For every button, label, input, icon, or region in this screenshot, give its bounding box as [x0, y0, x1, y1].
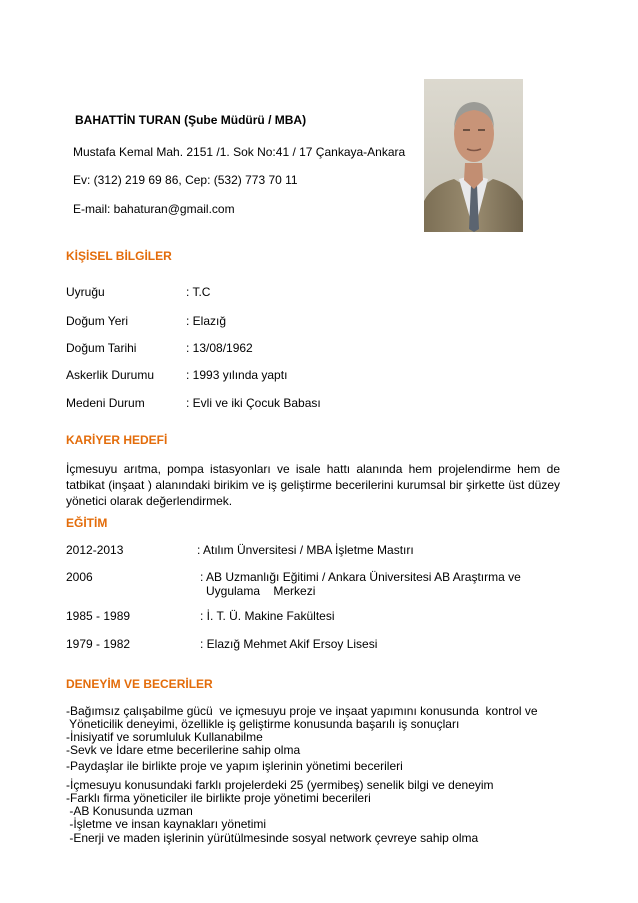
- contact-email: E-mail: bahaturan@gmail.com: [73, 202, 235, 216]
- personal-value: : Evli ve iki Çocuk Babası: [186, 396, 321, 410]
- experience-item: -Farklı firma yöneticiler ile birlikte proje yönetimi becerileri: [66, 791, 371, 805]
- experience-item: -İnisiyatif ve sorumluluk Kullanabilme: [66, 730, 263, 744]
- education-value: : İ. T. Ü. Makine Fakültesi: [200, 609, 335, 623]
- personal-label: Uyruğu: [66, 285, 105, 299]
- personal-label: Medeni Durum: [66, 396, 145, 410]
- education-value: : AB Uzmanlığı Eğitimi / Ankara Üniversitesi AB Araştırma ve: [200, 570, 521, 584]
- personal-value: : Elazığ: [186, 314, 227, 328]
- experience-item: -İşletme ve insan kaynakları yönetimi: [66, 817, 267, 831]
- section-title-education: EĞİTİM: [66, 516, 108, 530]
- experience-item: -Enerji ve maden işlerinin yürütülmesinde sosyal network çevreye sahip olma: [66, 831, 479, 845]
- education-value: : Atılım Ünversitesi / MBA İşletme Mastırı: [197, 543, 414, 557]
- career-objective-line: İçmesuyu arıtma, pompa istasyonları ve isale hattı alanında hem projelendirme hem de: [66, 462, 560, 476]
- section-title-career: KARİYER HEDEFİ: [66, 433, 168, 447]
- education-years: 1979 - 1982: [66, 637, 131, 651]
- experience-item: Yöneticilik deneyimi, özellikle iş geliştirme konusunda başarılı iş sonuçları: [66, 717, 460, 731]
- personal-value: : 1993 yılında yaptı: [186, 368, 288, 382]
- education-value-continued: Uygulama Merkezi: [206, 584, 316, 598]
- education-years: 2006: [66, 570, 93, 584]
- experience-item: -İçmesuyu konusundaki farklı projelerdeki 25 (yermibeş) senelik bilgi ve deneyim: [66, 778, 494, 792]
- experience-item: -AB Konusunda uzman: [66, 804, 193, 818]
- education-value: : Elazığ Mehmet Akif Ersoy Lisesi: [200, 637, 378, 651]
- section-title-experience: DENEYİM VE BECERİLER: [66, 677, 213, 691]
- experience-item: -Bağımsız çalışabilme gücü ve içmesuyu proje ve inşaat yapımını konusunda kontrol ve: [66, 704, 538, 718]
- experience-item: -Paydaşlar ile birlikte proje ve yapım işlerinin yönetimi becerileri: [66, 759, 403, 773]
- personal-label: Doğum Yeri: [66, 314, 129, 328]
- section-title-personal: KİŞİSEL BİLGİLER: [66, 249, 172, 263]
- contact-phone: Ev: (312) 219 69 86, Cep: (532) 773 70 11: [73, 173, 298, 187]
- personal-value: : 13/08/1962: [186, 341, 253, 355]
- education-years: 1985 - 1989: [66, 609, 131, 623]
- career-objective-line: yönetici olarak değerlendirmek.: [66, 494, 233, 508]
- personal-value: : T.C: [186, 285, 211, 299]
- personal-label: Askerlik Durumu: [66, 368, 155, 382]
- personal-label: Doğum Tarihi: [66, 341, 137, 355]
- experience-item: -Sevk ve İdare etme becerilerine sahip olma: [66, 743, 301, 757]
- career-objective-line: tatbikat (inşaat ) alanındaki birikim ve iş geliştirme becerilerini kurumsal bir şirkette üst düzey: [66, 478, 560, 492]
- cv-name: BAHATTİN TURAN (Şube Müdürü / MBA): [75, 113, 307, 127]
- education-years: 2012-2013: [66, 543, 124, 557]
- contact-address: Mustafa Kemal Mah. 2151 /1. Sok No:41 / 17 Çankaya-Ankara: [73, 145, 406, 159]
- profile-photo: [424, 79, 523, 232]
